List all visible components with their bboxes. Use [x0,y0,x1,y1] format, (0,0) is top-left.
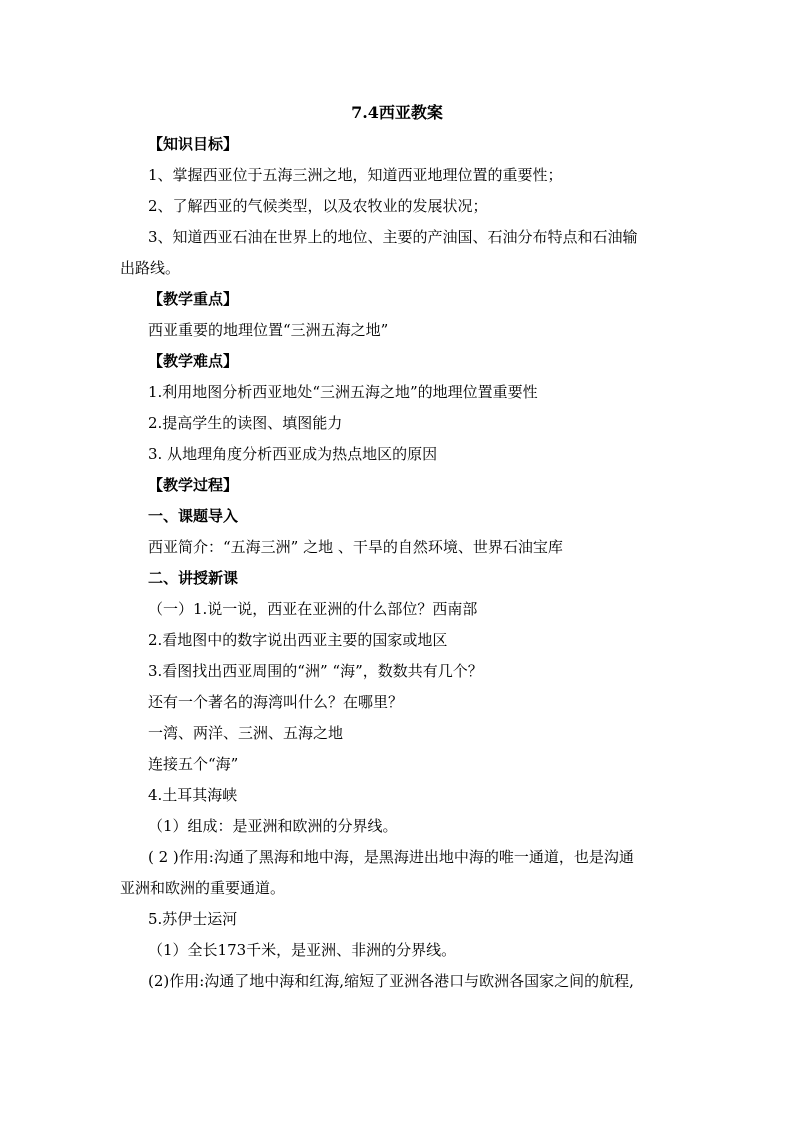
lesson-item-4-function-continued: 亚洲和欧洲的重要通道。 [120,879,286,897]
difficulty-item-2: 2.提高学生的读图、填图能力 [148,414,343,432]
goal-item-3: 3、知道西亚石油在世界上的地位、主要的产油国、石油分布特点和石油输 [148,228,638,246]
heading-teaching-process: 【教学过程】 [148,476,239,494]
goal-item-3-continued: 出路线。 [120,259,181,277]
goal-item-2: 2、了解西亚的气候类型，以及农牧业的发展状况； [148,197,488,215]
heading-knowledge-goals: 【知识目标】 [148,135,239,153]
document-title: 7.4西亚教案 [351,103,443,122]
section-new-lesson: 二、讲授新课 [148,569,239,587]
difficulty-item-3: 3. 从地理角度分析西亚成为热点地区的原因 [148,445,438,463]
lesson-item-5-length: （1）全长173千米，是亚洲、非洲的分界线。 [148,941,457,959]
lesson-item-3-note: 连接五个“海” [148,755,239,773]
lesson-item-4-composition: （1）组成：是亚洲和欧洲的分界线。 [148,817,398,835]
goal-item-1: 1、掌握西亚位于五海三洲之地，知道西亚地理位置的重要性； [148,166,563,184]
difficulty-item-1: 1.利用地图分析西亚地处“三洲五海之地”的地理位置重要性 [148,383,538,401]
lesson-item-4-heading: 4.土耳其海峡 [148,786,238,804]
lesson-item-1: （一）1.说一说，西亚在亚洲的什么部位？西南部 [148,600,478,618]
lesson-item-2: 2.看地图中的数字说出西亚主要的国家或地区 [148,631,448,649]
lesson-item-3: 3.看图找出西亚周围的“洲” “海”，数数共有几个？ [148,662,483,680]
introduction-text: 西亚简介：“五海三洲” 之地 、干旱的自然环境、世界石油宝库 [148,538,563,556]
lesson-item-5-heading: 5.苏伊士运河 [148,910,238,928]
lesson-item-3-answer: 一湾、两洋、三洲、五海之地 [148,724,344,742]
section-introduction: 一、课题导入 [148,507,239,525]
lesson-item-4-function: ( 2 )作用:沟通了黑海和地中海，是黑海进出地中海的唯一通道，也是沟通 [148,848,634,866]
lesson-item-5-function: (2)作用:沟通了地中海和红海,缩短了亚洲各港口与欧洲各国家之间的航程, [148,972,634,990]
lesson-item-3-question: 还有一个著名的海湾叫什么？在哪里？ [148,693,404,711]
teaching-focus-text: 西亚重要的地理位置“三洲五海之地” [148,321,389,339]
heading-teaching-focus: 【教学重点】 [148,290,239,308]
heading-teaching-difficulties: 【教学难点】 [148,352,239,370]
